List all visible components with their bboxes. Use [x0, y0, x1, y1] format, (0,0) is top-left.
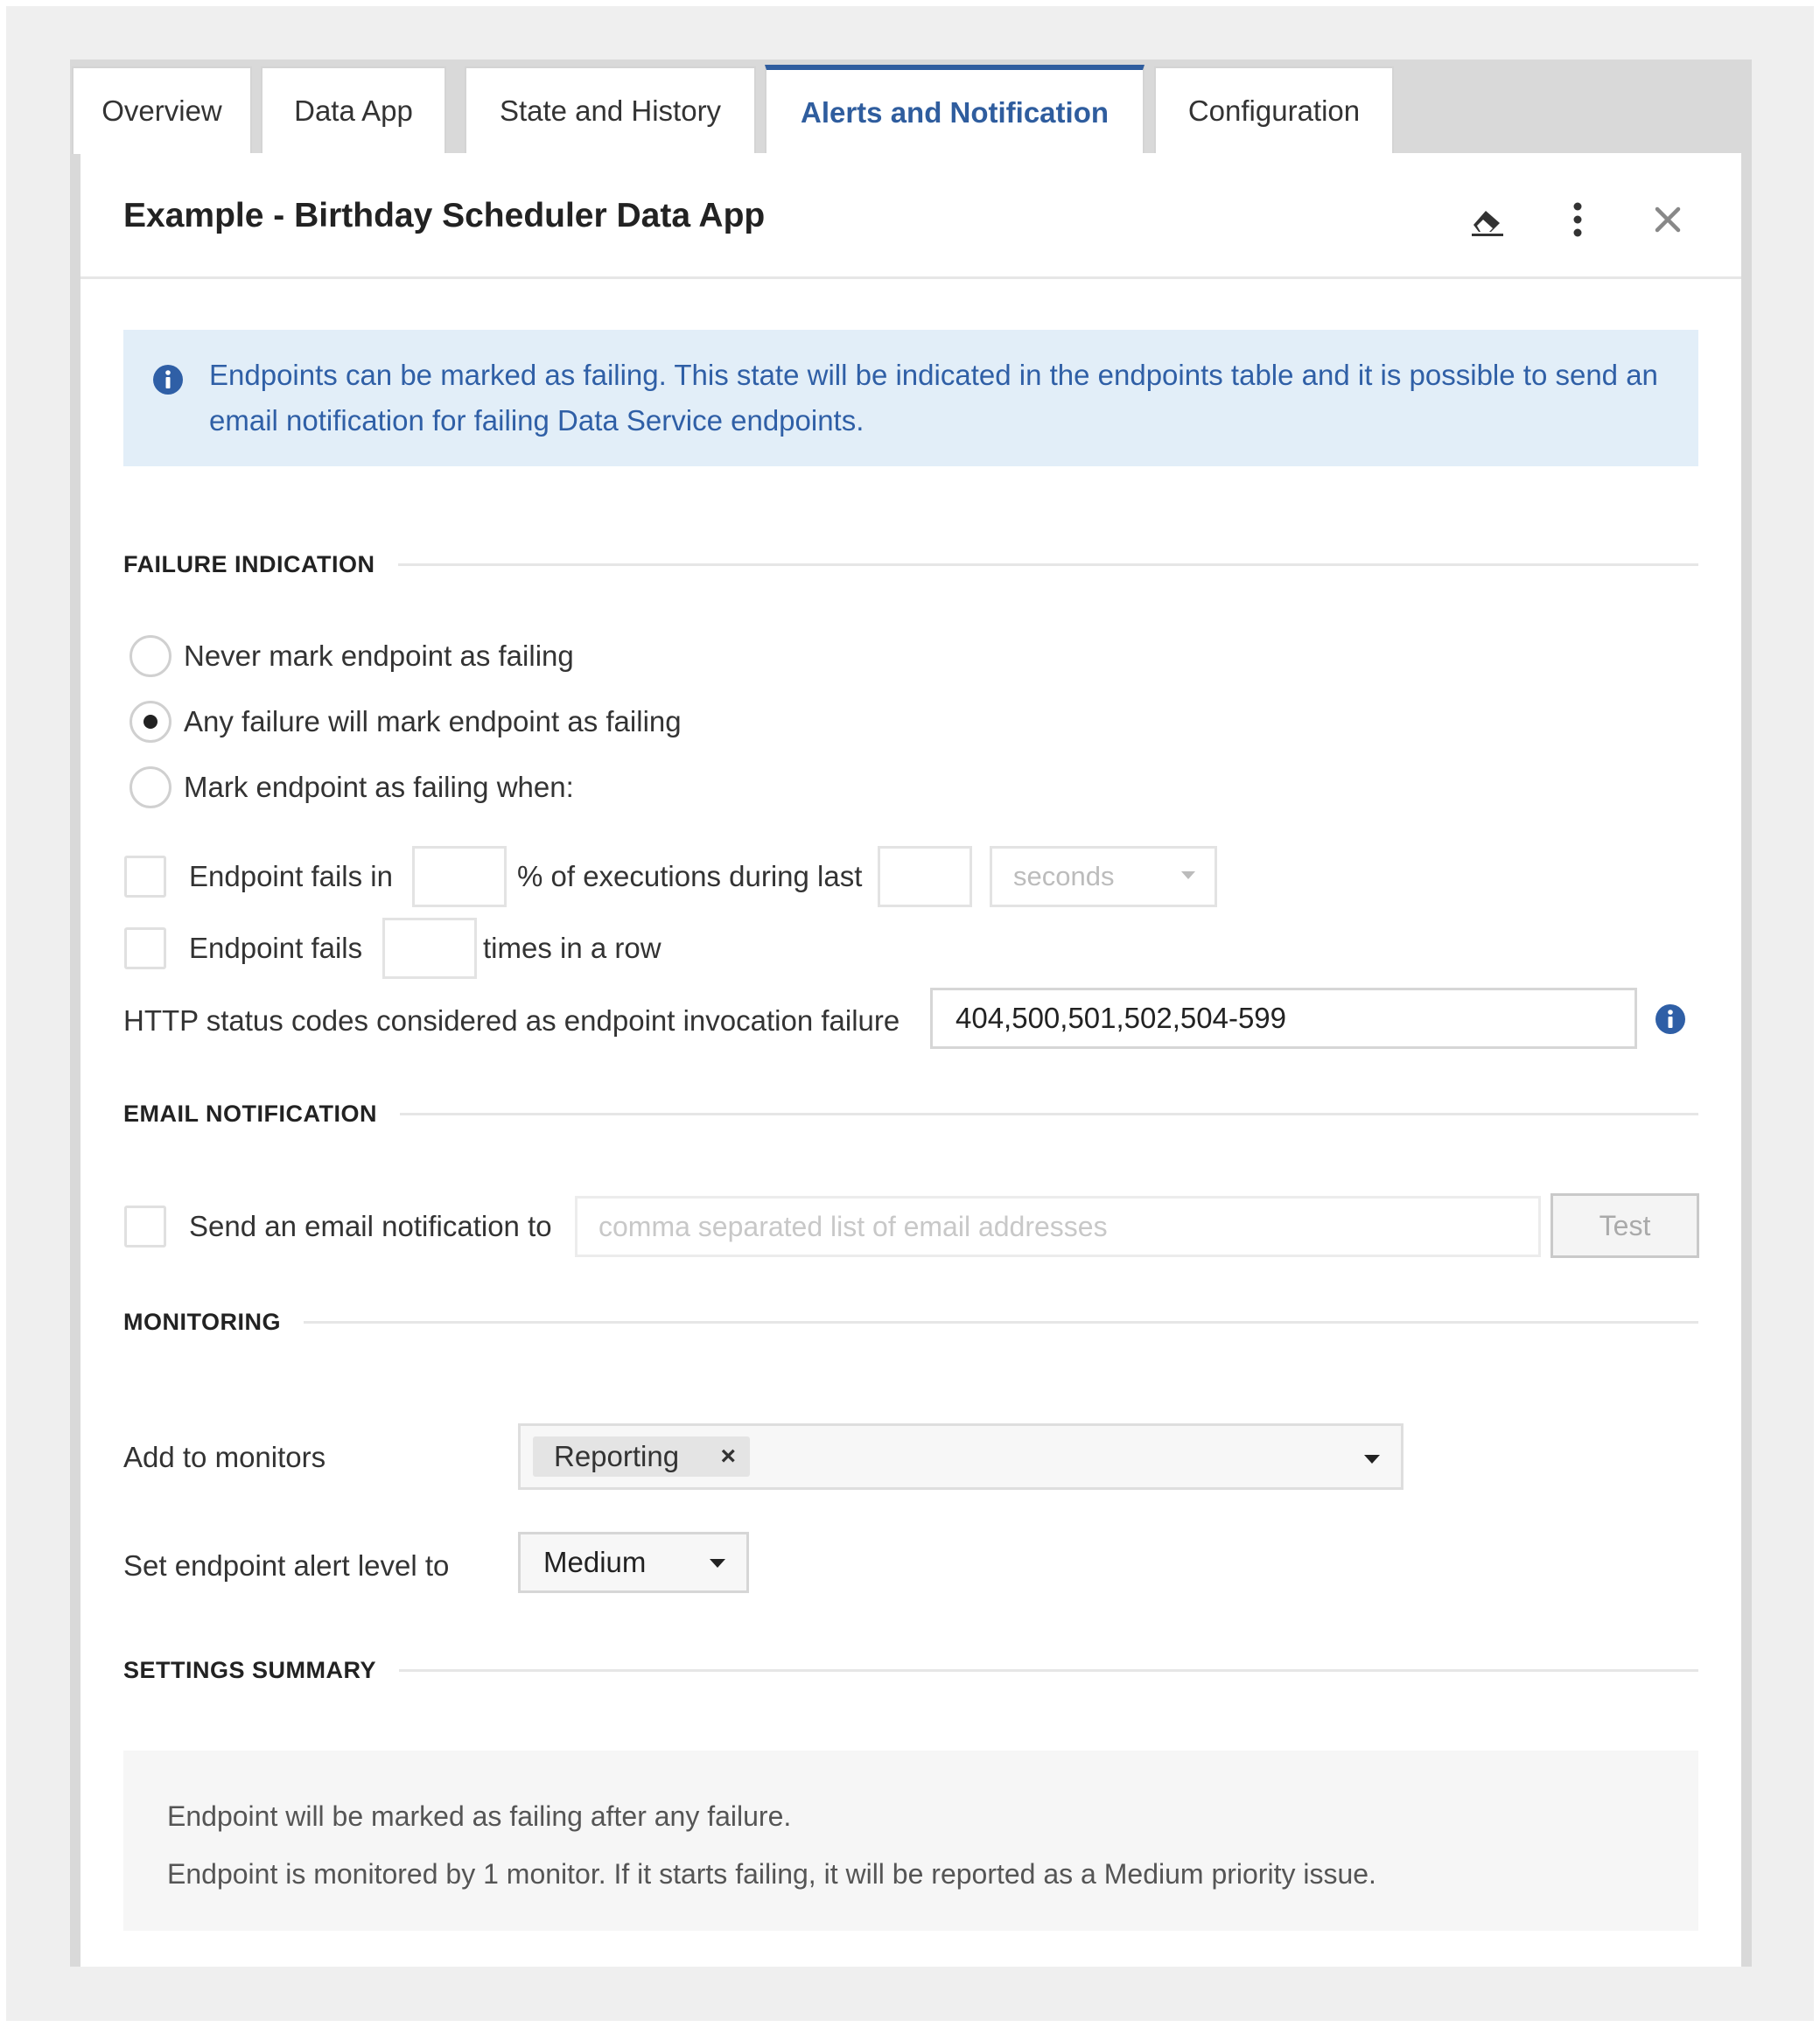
page-title: Example - Birthday Scheduler Data App — [123, 197, 766, 234]
alerts-panel — [80, 153, 1741, 1967]
section-divider — [304, 1321, 1698, 1324]
radio-label: Mark endpoint as failing when: — [184, 771, 574, 803]
chevron-down-icon — [1364, 1455, 1380, 1464]
section-divider — [399, 1669, 1698, 1672]
section-monitoring — [123, 1304, 1698, 1339]
panel-header — [80, 153, 1741, 279]
radio-mark-when[interactable] — [130, 765, 574, 810]
tab-state-and-history[interactable]: State and History — [465, 66, 756, 154]
tab-bar — [70, 59, 1752, 154]
alert-level-label: Set endpoint alert level to — [123, 1549, 450, 1582]
email-label: Send an email notification to — [189, 1210, 552, 1242]
section-label: SETTINGS SUMMARY — [123, 1656, 377, 1683]
email-checkbox[interactable] — [124, 1206, 166, 1248]
radio-button-selected[interactable] — [130, 701, 172, 743]
count-input[interactable] — [382, 918, 477, 979]
section-divider — [400, 1113, 1698, 1115]
section-label: MONITORING — [123, 1308, 281, 1335]
tab-configuration[interactable]: Configuration — [1154, 66, 1394, 154]
radio-button[interactable] — [130, 635, 172, 677]
close-icon[interactable] — [1647, 199, 1689, 241]
section-divider — [398, 563, 1699, 566]
monitors-select[interactable] — [518, 1423, 1404, 1490]
settings-summary — [123, 1751, 1698, 1931]
radio-never-mark[interactable] — [130, 633, 574, 679]
radio-label: Any failure will mark endpoint as failing — [184, 705, 682, 737]
section-label: FAILURE INDICATION — [123, 550, 375, 577]
tab-data-app[interactable]: Data App — [261, 66, 446, 154]
data-app-window — [70, 59, 1752, 1967]
percent-rule-prefix: Endpoint fails in — [189, 860, 393, 892]
http-codes-label: HTTP status codes considered as endpoint invocation failure — [123, 1004, 900, 1037]
row-rule-checkbox[interactable] — [124, 927, 166, 969]
monitor-tag: Reporting × — [533, 1436, 750, 1477]
chevron-down-icon — [710, 1559, 725, 1568]
test-button[interactable]: Test — [1550, 1193, 1699, 1258]
http-codes-input[interactable]: 404,500,501,502,504-599 — [930, 988, 1637, 1049]
info-icon — [152, 364, 184, 395]
section-label: EMAIL NOTIFICATION — [123, 1100, 377, 1127]
eraser-icon[interactable] — [1466, 199, 1508, 241]
panel-scroll-edge — [1741, 153, 1752, 1967]
radio-any-failure[interactable] — [130, 699, 682, 744]
percent-rule-checkbox[interactable] — [124, 856, 166, 898]
section-settings-summary — [123, 1653, 1698, 1688]
chevron-down-icon — [1181, 871, 1195, 879]
percent-input[interactable] — [412, 846, 507, 907]
info-text: Endpoints can be marked as failing. This state will be indicated in the endpoints table and it is possible to send an email notification for failing Data Service endpoints. — [209, 359, 1658, 437]
radio-button[interactable] — [130, 766, 172, 808]
email-placeholder: comma separated list of email addresses — [598, 1210, 1108, 1242]
period-input[interactable] — [878, 846, 972, 907]
more-vertical-icon[interactable] — [1557, 199, 1599, 241]
info-banner — [123, 330, 1698, 466]
section-failure-indication — [123, 547, 1698, 582]
tab-overview[interactable]: Overview — [72, 66, 252, 154]
radio-label: Never mark endpoint as failing — [184, 640, 574, 672]
info-icon[interactable] — [1655, 1003, 1686, 1035]
summary-line: Endpoint is monitored by 1 monitor. If it starts failing, it will be reported as a Medium priority issue. — [167, 1858, 1376, 1890]
remove-tag-icon[interactable]: × — [720, 1442, 736, 1471]
summary-line: Endpoint will be marked as failing after any failure. — [167, 1800, 792, 1832]
monitors-label: Add to monitors — [123, 1441, 326, 1473]
row-rule-prefix: Endpoint fails — [189, 932, 363, 964]
time-unit-select[interactable]: seconds — [990, 846, 1217, 907]
percent-rule-middle: % of executions during last — [517, 860, 863, 892]
alert-level-select[interactable]: Medium — [518, 1532, 749, 1593]
email-input[interactable] — [575, 1196, 1541, 1257]
section-email-notification — [123, 1096, 1698, 1131]
row-rule-suffix: times in a row — [483, 932, 662, 964]
tab-alerts-and-notification[interactable]: Alerts and Notification — [765, 65, 1144, 156]
